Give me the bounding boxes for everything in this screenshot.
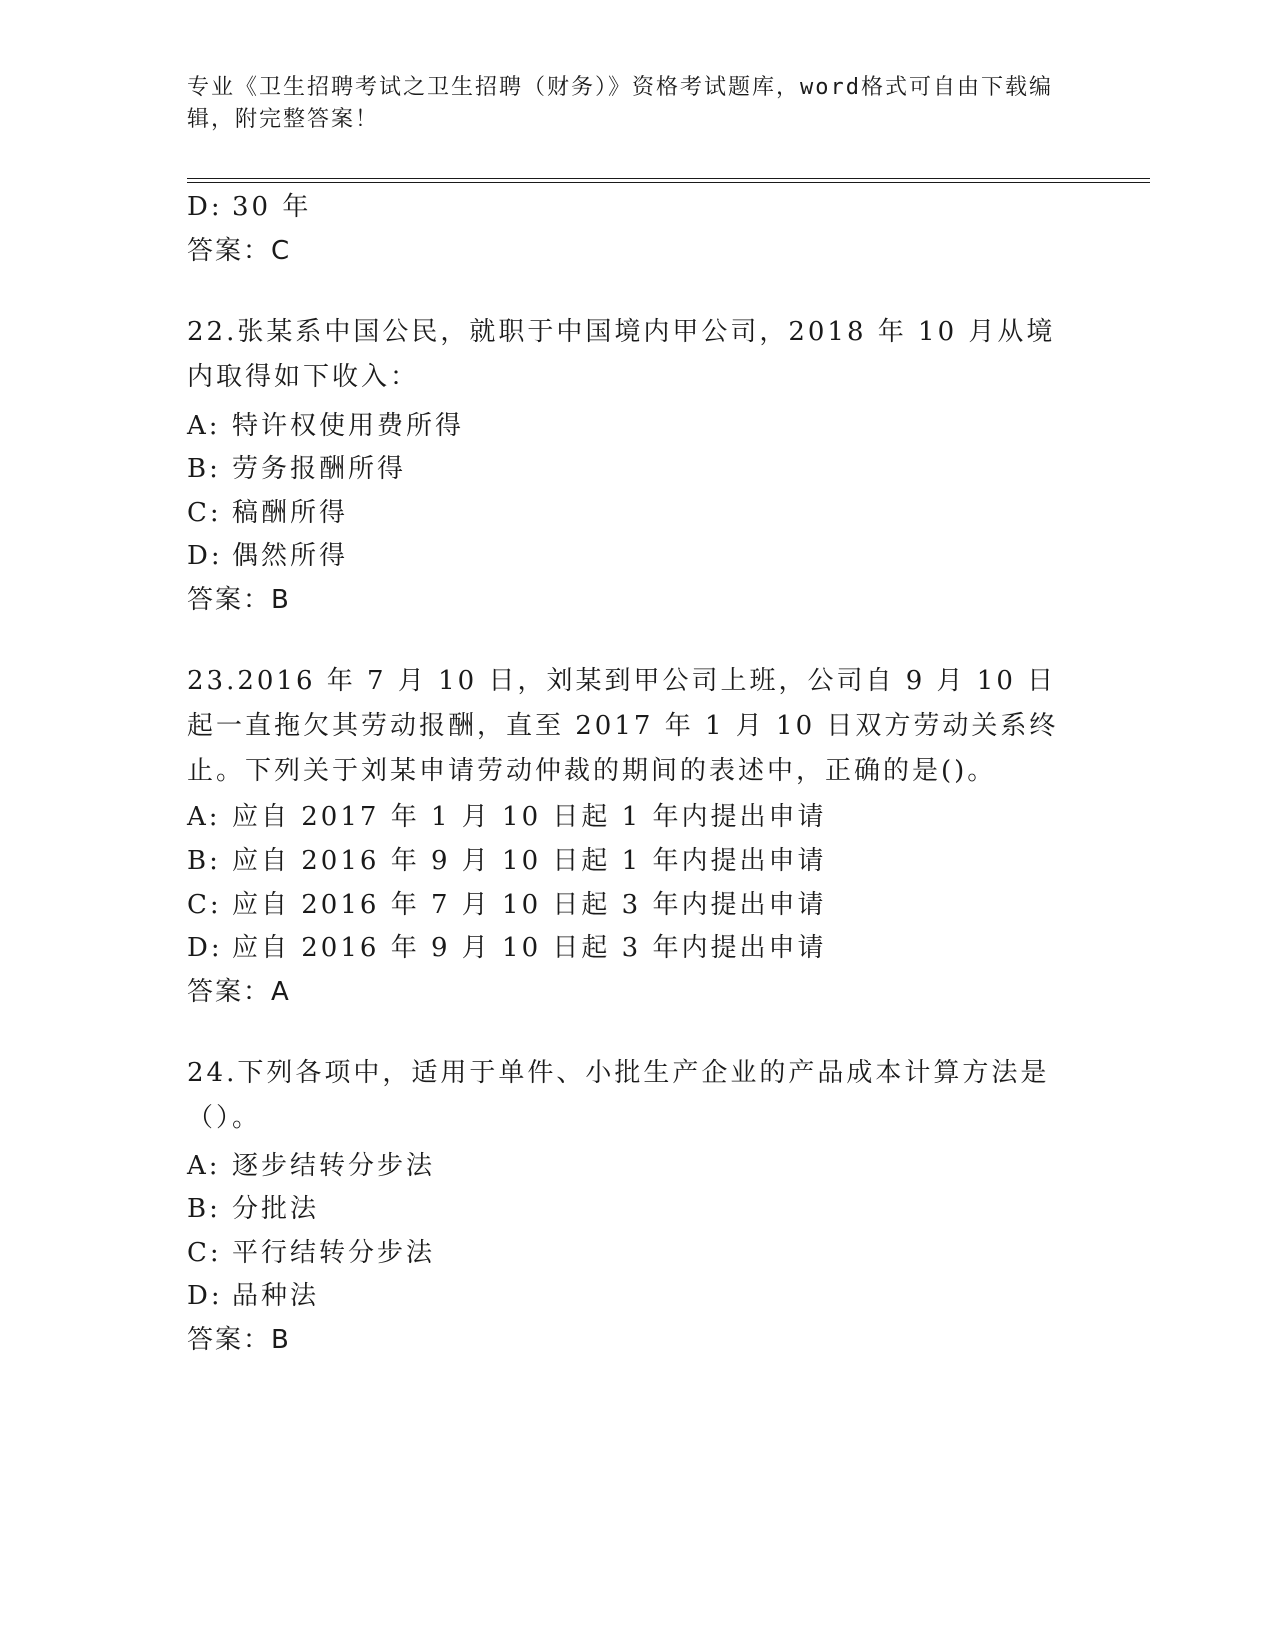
option-text: 劳务报酬所得 <box>232 454 407 484</box>
option-a <box>187 1145 435 1182</box>
option-key: A: <box>187 1151 221 1181</box>
option-key: D: <box>187 541 223 571</box>
option-text: 分批法 <box>232 1194 320 1224</box>
option-text: 特许权使用费所得 <box>232 411 465 441</box>
option-d <box>187 1275 319 1312</box>
option-text: 应自 2016 年 9 月 10 日起 1 年内提出申请 <box>232 846 827 876</box>
option-key: B: <box>187 1194 221 1224</box>
option-key: D: <box>187 933 223 963</box>
option-key: C: <box>187 498 222 528</box>
option-text: 应自 2016 年 7 月 10 日起 3 年内提出申请 <box>232 890 827 920</box>
option-text: 逐步结转分步法 <box>232 1151 436 1181</box>
option-a <box>187 796 826 833</box>
question-stem: 23.2016 年 7 月 10 日，刘某到甲公司上班，公司自 9 月 10 日起一直拖欠其劳动报酬，直至 2017 年 1 月 10 日双方劳动关系终止。下列关于刘某申请劳动仲裁的期间的表述中，正确的是()。 <box>187 666 1059 786</box>
option-d <box>187 186 311 223</box>
option-d <box>187 535 348 572</box>
option-text: 偶然所得 <box>232 541 349 571</box>
option-key: C: <box>187 890 222 920</box>
option-key: D: <box>187 192 223 222</box>
option-text: 应自 2017 年 1 月 10 日起 1 年内提出申请 <box>232 802 827 832</box>
answer-line: 答案：A <box>187 977 291 1007</box>
option-a <box>187 405 464 442</box>
option-d <box>187 927 826 964</box>
option-b <box>187 1188 319 1225</box>
option-key: B: <box>187 846 221 876</box>
option-key: D: <box>187 1281 223 1311</box>
option-b <box>187 840 826 877</box>
header-rule-bottom <box>187 182 1150 183</box>
option-c <box>187 884 826 921</box>
answer-line: 答案：C <box>187 236 292 266</box>
answer-line: 答案：B <box>187 585 291 615</box>
option-text: 稿酬所得 <box>232 498 349 528</box>
option-key: C: <box>187 1238 222 1268</box>
question-stem: 22.张某系中国公民，就职于中国境内甲公司，2018 年 10 月从境内取得如下收入： <box>187 317 1056 392</box>
option-key: A: <box>187 802 221 832</box>
option-text: 平行结转分步法 <box>232 1238 436 1268</box>
question-stem: 24.下列各项中，适用于单件、小批生产企业的产品成本计算方法是（）。 <box>187 1058 1050 1133</box>
option-text: 品种法 <box>232 1281 320 1311</box>
option-c <box>187 1232 435 1269</box>
option-b <box>187 448 406 485</box>
option-key: A: <box>187 411 221 441</box>
option-text: 30 年 <box>232 192 312 222</box>
option-c <box>187 492 348 529</box>
header-rule-top <box>187 178 1150 179</box>
answer-line: 答案：B <box>187 1325 291 1355</box>
option-key: B: <box>187 454 221 484</box>
page-header: 专业《卫生招聘考试之卫生招聘（财务）》资格考试题库，word格式可自由下载编辑，附完整答案！ <box>187 75 1053 132</box>
option-text: 应自 2016 年 9 月 10 日起 3 年内提出申请 <box>232 933 827 963</box>
